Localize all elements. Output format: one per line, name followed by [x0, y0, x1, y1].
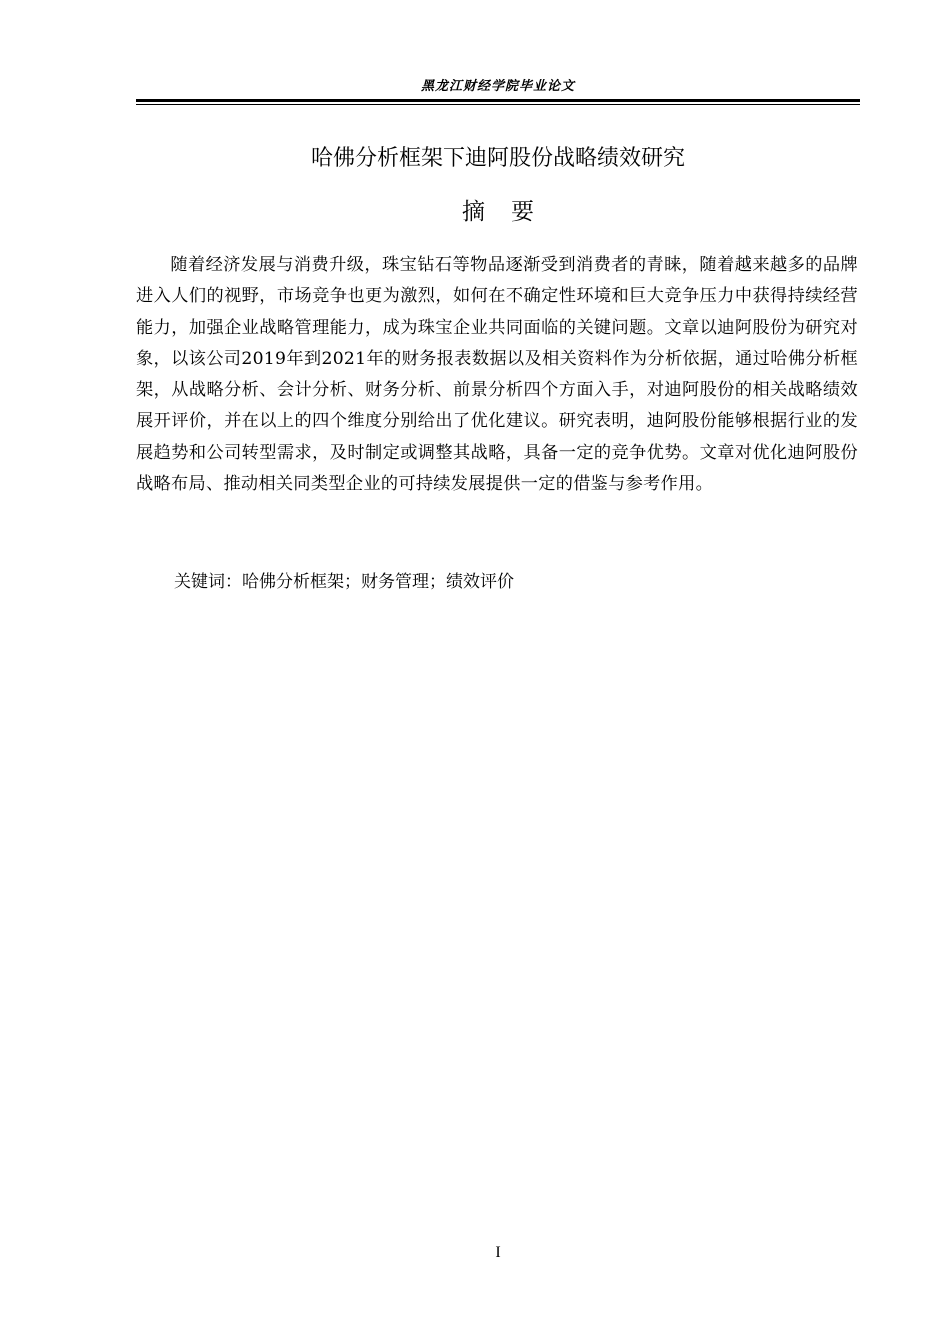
- keywords-line: [174, 567, 858, 598]
- keywords-label: 关键词：: [174, 572, 242, 592]
- running-header: 黑龙江财经学院毕业论文: [420, 79, 575, 94]
- header-rule-thin: [136, 104, 860, 105]
- keywords-text: 哈佛分析框架；财务管理；绩效评价: [242, 572, 514, 592]
- page-number: I: [495, 1244, 501, 1261]
- abstract-body: 随着经济发展与消费升级，珠宝钻石等物品逐渐受到消费者的青睐，随着越来越多的品牌进入人们的视野，市场竞争也更为激烈，如何在不确定性环境和巨大竞争压力中获得持续经营能力，加强企业战略管理能力，成为珠宝企业共同面临的关键问题。文章以迪阿股份为研究对象，以该公司2019年到2021年的财务报表数据以及相关资料作为分析依据，通过哈佛分析框架，从战略分析、会计分析、财务分析、前景分析四个方面入手，对迪阿股份的相关战略绩效展开评价，并在以上的四个维度分别给出了优化建议。研究表明，迪阿股份能够根据行业的发展趋势和公司转型需求，及时制定或调整其战略，具备一定的竞争优势。文章对优化迪阿股份战略布局、推动相关同类型企业的可持续发展提供一定的借鉴与参考作用。: [136, 255, 858, 495]
- abstract-heading: 摘要: [462, 199, 560, 225]
- header-rule-thick: [136, 99, 860, 102]
- thesis-title: 哈佛分析框架下迪阿股份战略绩效研究: [310, 146, 685, 171]
